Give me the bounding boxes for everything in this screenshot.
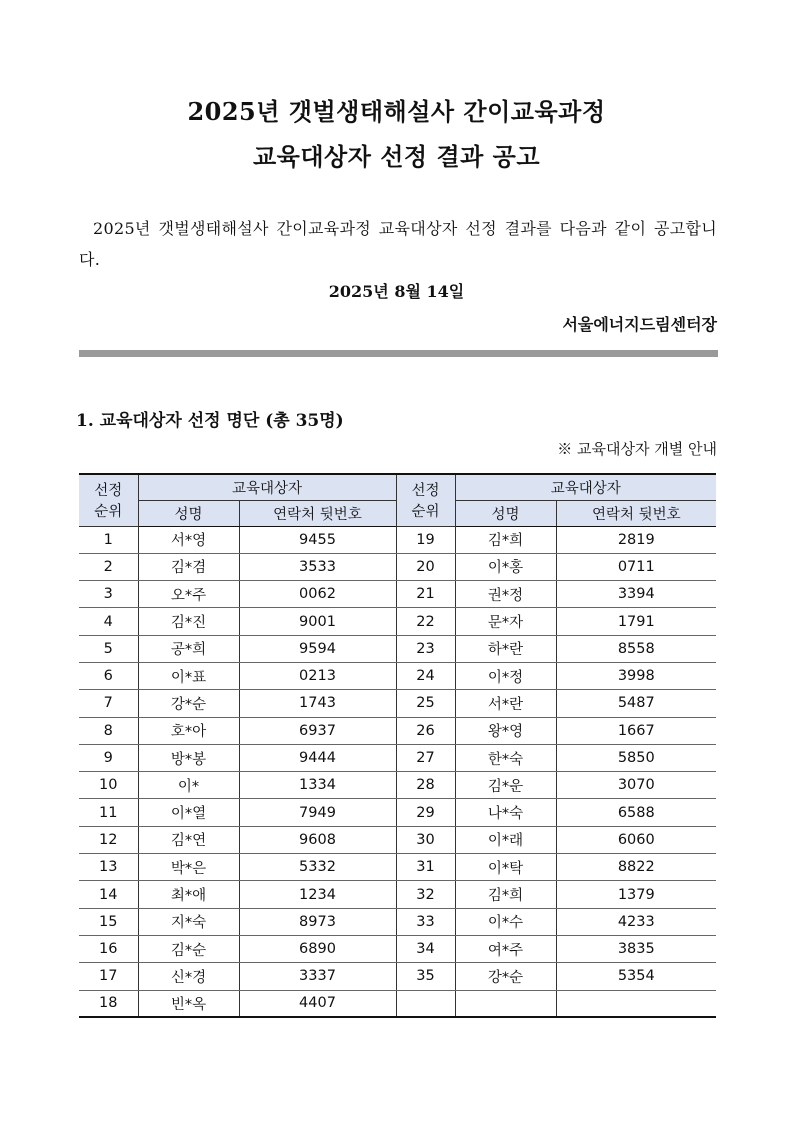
phone-cell: 9444: [239, 744, 396, 771]
rank-cell: 23: [396, 635, 455, 662]
name-cell: 강*순: [455, 963, 556, 990]
name-cell: 공*희: [138, 635, 239, 662]
rank-cell: 34: [396, 935, 455, 962]
phone-cell: 9001: [239, 608, 396, 635]
rank-cell: 10: [79, 772, 138, 799]
header-phone: 연락처 뒷번호: [239, 500, 396, 526]
name-cell: 나*숙: [455, 799, 556, 826]
table-row: [79, 881, 716, 908]
name-cell: 지*숙: [138, 908, 239, 935]
name-cell: 신*경: [138, 963, 239, 990]
table-row: [79, 935, 716, 962]
phone-cell: 1379: [556, 881, 716, 908]
table-row: [79, 908, 716, 935]
rank-cell: 1: [79, 526, 138, 553]
rank-cell: 6: [79, 662, 138, 689]
name-cell: 김*희: [455, 881, 556, 908]
phone-cell: 3337: [239, 963, 396, 990]
phone-cell: 5354: [556, 963, 716, 990]
table-row: [79, 826, 716, 853]
rank-cell: 25: [396, 690, 455, 717]
header-group: 교육대상자: [138, 474, 396, 500]
notice-date: 2025년 8월 14일: [328, 282, 465, 301]
header-phone: 연락처 뒷번호: [556, 500, 716, 526]
header-name: 성명: [138, 500, 239, 526]
individual-notice-note: ※ 교육대상자 개별 안내: [557, 440, 717, 458]
table-row: [79, 990, 716, 1017]
rank-cell: 13: [79, 854, 138, 881]
rank-cell: 21: [396, 581, 455, 608]
intro-paragraph: 2025년 갯벌생태해설사 간이교육과정 교육대상자 선정 결과를 다음과 같이 공고합니다.: [79, 219, 717, 269]
table-row: [79, 799, 716, 826]
rank-cell: 26: [396, 717, 455, 744]
name-cell: 하*란: [455, 635, 556, 662]
name-cell: 김*희: [455, 526, 556, 553]
rank-cell: 11: [79, 799, 138, 826]
phone-cell: 6937: [239, 717, 396, 744]
header-rank-line1: 선정: [94, 483, 123, 500]
name-cell: 김*연: [138, 826, 239, 853]
phone-cell: [556, 990, 716, 1017]
phone-cell: 1667: [556, 717, 716, 744]
table-row: [79, 581, 716, 608]
rank-cell: 31: [396, 854, 455, 881]
phone-cell: 0062: [239, 581, 396, 608]
name-cell: 이*탁: [455, 854, 556, 881]
table-row: [79, 744, 716, 771]
name-cell: 이*표: [138, 662, 239, 689]
rank-cell: 20: [396, 553, 455, 580]
name-cell: 김*진: [138, 608, 239, 635]
phone-cell: 1234: [239, 881, 396, 908]
phone-cell: 4233: [556, 908, 716, 935]
header-name: 성명: [455, 500, 556, 526]
phone-cell: 5850: [556, 744, 716, 771]
rank-cell: 2: [79, 553, 138, 580]
phone-cell: 3533: [239, 553, 396, 580]
phone-cell: 2819: [556, 526, 716, 553]
section-heading: 1. 교육대상자 선정 명단 (총 35명): [76, 411, 344, 431]
phone-cell: 1791: [556, 608, 716, 635]
rank-cell: 7: [79, 690, 138, 717]
phone-cell: 4407: [239, 990, 396, 1017]
phone-cell: 9594: [239, 635, 396, 662]
table-row: [79, 526, 716, 553]
rank-cell: 3: [79, 581, 138, 608]
table-row: [79, 772, 716, 799]
phone-cell: 6890: [239, 935, 396, 962]
phone-cell: 8822: [556, 854, 716, 881]
name-cell: 이*홍: [455, 553, 556, 580]
rank-cell: 30: [396, 826, 455, 853]
name-cell: 박*은: [138, 854, 239, 881]
rank-cell: 15: [79, 908, 138, 935]
rank-cell: 14: [79, 881, 138, 908]
rank-cell: 16: [79, 935, 138, 962]
rank-cell: 4: [79, 608, 138, 635]
rank-cell: 28: [396, 772, 455, 799]
phone-cell: 6060: [556, 826, 716, 853]
rank-cell: 27: [396, 744, 455, 771]
phone-cell: 5487: [556, 690, 716, 717]
table-row: [79, 717, 716, 744]
phone-cell: 9608: [239, 826, 396, 853]
rank-cell: [396, 990, 455, 1017]
name-cell: 김*겸: [138, 553, 239, 580]
name-cell: 최*애: [138, 881, 239, 908]
rank-cell: 18: [79, 990, 138, 1017]
name-cell: 서*영: [138, 526, 239, 553]
name-cell: 문*자: [455, 608, 556, 635]
rank-cell: 35: [396, 963, 455, 990]
phone-cell: 5332: [239, 854, 396, 881]
name-cell: 빈*옥: [138, 990, 239, 1017]
name-cell: 한*숙: [455, 744, 556, 771]
rank-cell: 33: [396, 908, 455, 935]
name-cell: 김*운: [455, 772, 556, 799]
phone-cell: 3394: [556, 581, 716, 608]
rank-cell: 12: [79, 826, 138, 853]
table-row: [79, 963, 716, 990]
phone-cell: 3998: [556, 662, 716, 689]
name-cell: 여*주: [455, 935, 556, 962]
table-row: [79, 608, 716, 635]
title-line-1: 2025년 갯벌생태해설사 간이교육과정: [187, 97, 606, 126]
rank-cell: 29: [396, 799, 455, 826]
name-cell: 방*봉: [138, 744, 239, 771]
rank-cell: 9: [79, 744, 138, 771]
phone-cell: 0213: [239, 662, 396, 689]
header-group: 교육대상자: [455, 474, 716, 500]
rank-cell: 19: [396, 526, 455, 553]
phone-cell: 6588: [556, 799, 716, 826]
name-cell: 이*래: [455, 826, 556, 853]
name-cell: 왕*영: [455, 717, 556, 744]
header-rank: [396, 474, 455, 526]
table-row: [79, 635, 716, 662]
name-cell: 호*아: [138, 717, 239, 744]
name-cell: 권*정: [455, 581, 556, 608]
name-cell: 이*정: [455, 662, 556, 689]
phone-cell: 1334: [239, 772, 396, 799]
rank-cell: 8: [79, 717, 138, 744]
phone-cell: 3070: [556, 772, 716, 799]
phone-cell: 8973: [239, 908, 396, 935]
phone-cell: 8558: [556, 635, 716, 662]
phone-cell: 9455: [239, 526, 396, 553]
name-cell: 이*수: [455, 908, 556, 935]
header-rank: [79, 474, 138, 526]
header-rank-line2: 순위: [94, 504, 123, 521]
rank-cell: 17: [79, 963, 138, 990]
name-cell: 서*란: [455, 690, 556, 717]
rank-cell: 32: [396, 881, 455, 908]
phone-cell: 3835: [556, 935, 716, 962]
header-rank-line1: 선정: [411, 483, 440, 500]
divider-bar: [79, 350, 718, 357]
phone-cell: 1743: [239, 690, 396, 717]
phone-cell: 7949: [239, 799, 396, 826]
table-row: [79, 690, 716, 717]
phone-cell: 0711: [556, 553, 716, 580]
name-cell: 오*주: [138, 581, 239, 608]
table-row: [79, 662, 716, 689]
rank-cell: 24: [396, 662, 455, 689]
table-row: [79, 553, 716, 580]
name-cell: 이*열: [138, 799, 239, 826]
name-cell: 김*순: [138, 935, 239, 962]
name-cell: 이*: [138, 772, 239, 799]
issuer-name: 서울에너지드림센터장: [562, 315, 717, 334]
name-cell: 강*순: [138, 690, 239, 717]
header-rank-line2: 순위: [411, 504, 440, 521]
rank-cell: 22: [396, 608, 455, 635]
table-row: [79, 854, 716, 881]
name-cell: [455, 990, 556, 1017]
title-line-2: 교육대상자 선정 결과 공고: [252, 142, 541, 171]
selection-table: [79, 473, 716, 1018]
rank-cell: 5: [79, 635, 138, 662]
